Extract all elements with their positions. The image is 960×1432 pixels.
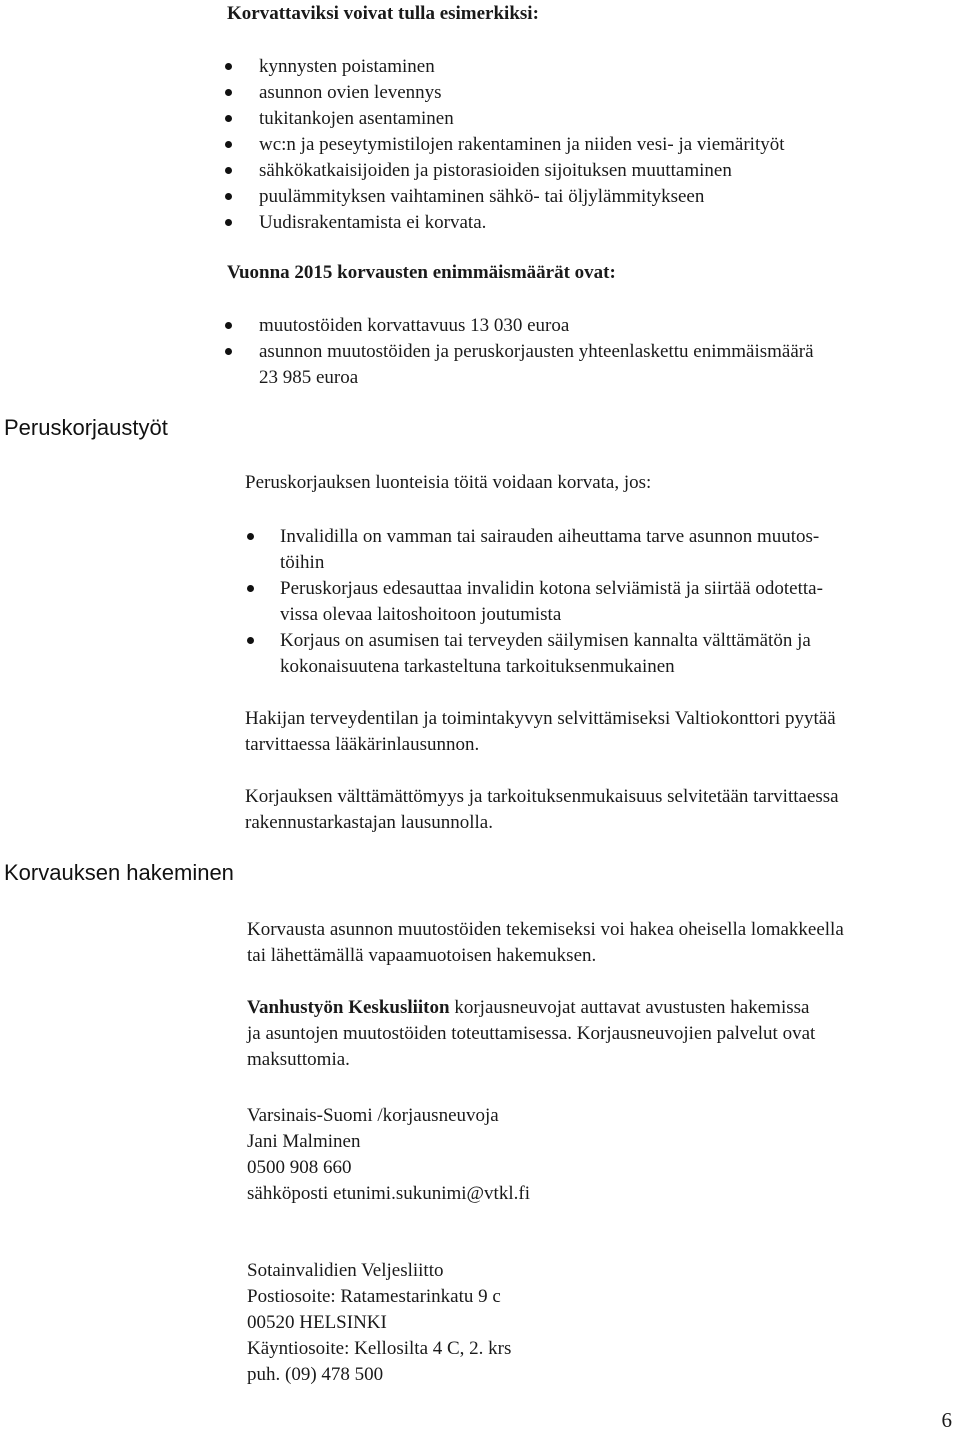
section-heading-examples: Korvattaviksi voivat tulla esimerkiksi: xyxy=(227,3,539,24)
peruskorjaus-intro: Peruskorjauksen luonteisia töitä voidaan korvata, jos: xyxy=(245,472,652,493)
bullet-icon xyxy=(225,193,232,200)
bullet-icon xyxy=(225,63,232,70)
bullet-icon xyxy=(225,115,232,122)
organization-name: Vanhustyön Keskusliiton xyxy=(247,997,450,1018)
bullet-icon xyxy=(247,585,254,592)
bullet-icon xyxy=(225,167,232,174)
bullet-icon xyxy=(225,219,232,226)
bullet-icon xyxy=(247,533,254,540)
side-heading-korvauksen-hakeminen: Korvauksen hakeminen xyxy=(4,860,234,885)
side-heading-peruskorjaustyot: Peruskorjaustyöt xyxy=(4,415,168,440)
page-number: 6 xyxy=(941,1408,952,1432)
bullet-icon xyxy=(225,348,232,355)
bullet-icon xyxy=(225,89,232,96)
bullet-icon xyxy=(225,322,232,329)
section-heading-limits: Vuonna 2015 korvausten enimmäismäärät ovat: xyxy=(227,262,616,283)
bullet-icon xyxy=(247,637,254,644)
bullet-icon xyxy=(225,141,232,148)
